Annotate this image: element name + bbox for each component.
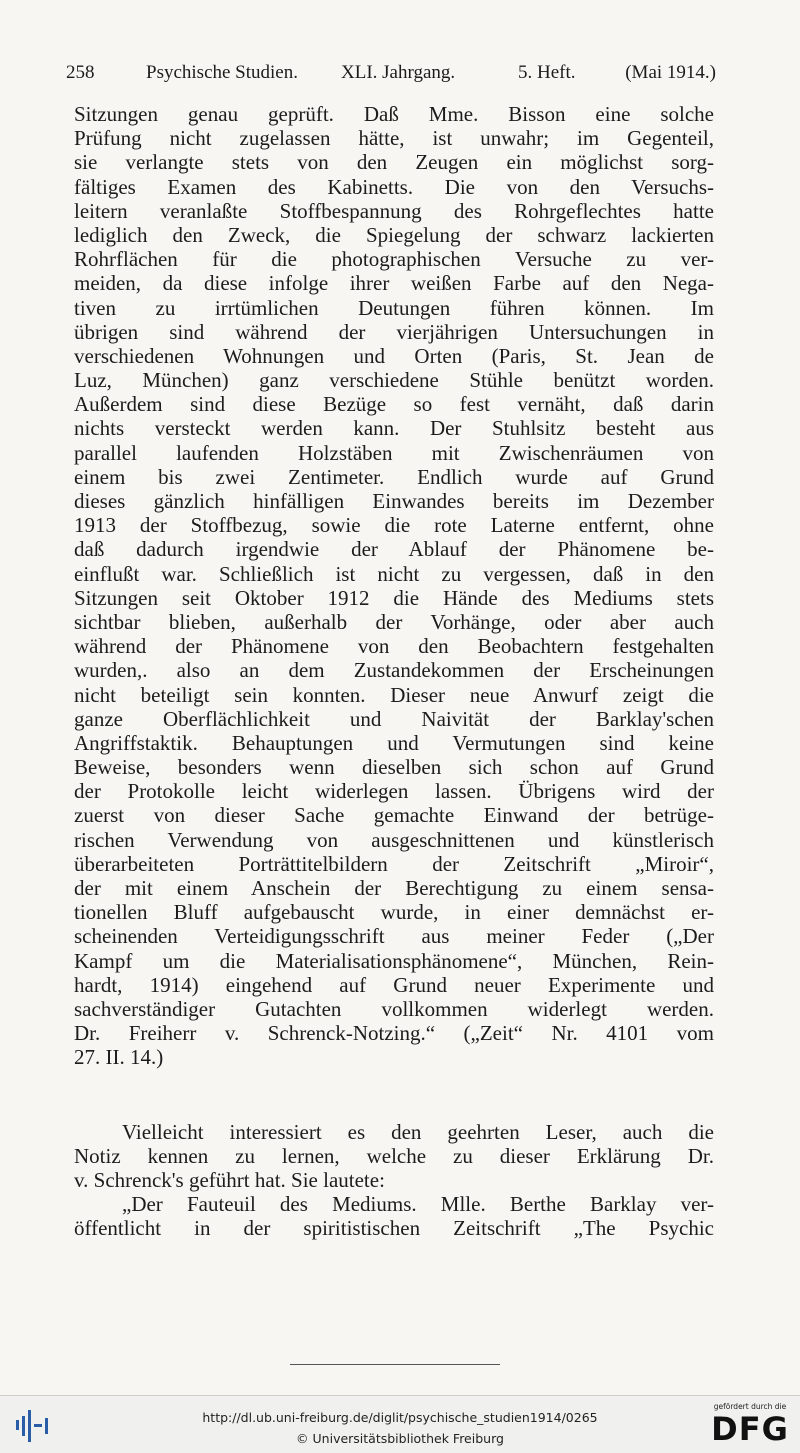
text-line: Rohrflächen für die photographischen Versuche zu ver-: [74, 247, 714, 272]
text-line: 27. II. 14.): [74, 1045, 164, 1070]
text-line: fältiges Examen des Kabinetts. Die von den Versuchs-: [74, 174, 714, 199]
text-line: öffentlicht in der spiritistischen Zeitschrift „The Psychic: [74, 1216, 714, 1241]
text-line: übrigen sind während der vierjährigen Untersuchungen in: [74, 319, 714, 344]
issue-date: (Mai 1914.): [625, 62, 716, 83]
text-line: sie verlangte stets von den Zeugen ein möglichst sorg-: [74, 150, 714, 175]
paragraph-3: [74, 1192, 714, 1240]
running-header: [66, 62, 716, 88]
text-line: Angriffstaktik. Behauptungen und Vermutungen sind keine: [74, 730, 714, 755]
footer-rule: [290, 1364, 500, 1365]
text-line: Kampf um die Materialisationsphänomene“, München, Rein-: [74, 948, 714, 973]
text-line: rischen Verwendung von ausgeschnittenen und künstlerisch: [74, 827, 714, 852]
text-line: 1913 der Stoffbezug, sowie die rote Laterne entfernt, ohne: [74, 513, 714, 538]
text-line: Außerdem sind diese Bezüge so fest vernäht, daß darin: [74, 392, 714, 417]
text-line: parallel laufenden Holzstäben mit Zwischenräumen von: [74, 440, 714, 465]
text-line: wurden,. also an dem Zustandekommen der Erscheinungen: [74, 658, 714, 683]
text-line: während der Phänomene von den Beobachtern festgehalten: [74, 634, 714, 659]
text-line: Luz, München) ganz verschiedene Stühle benützt worden.: [74, 368, 714, 393]
text-line: nicht beteiligt sein konnten. Dieser neue Anwurf zeigt die: [74, 682, 714, 707]
paragraph-1: [74, 102, 714, 1070]
text-line: verschiedenen Wohnungen und Orten (Paris, St. Jean de: [74, 343, 714, 368]
text-line: überarbeiteten Porträttitelbildern der Zeitschrift „Miroir“,: [74, 851, 714, 876]
text-line: zuerst von dieser Sache gemachte Einwand der betrüge-: [74, 803, 714, 828]
text-line: sachverständiger Gutachten vollkommen widerlegt werden.: [74, 996, 714, 1021]
text-line: leitern veranlaßte Stoffbespannung des Rohrgeflechtes hatte: [74, 198, 714, 223]
text-line: hardt, 1914) eingehend auf Grund neuer Experimente und: [74, 972, 714, 997]
dfg-logo-icon: [706, 1402, 794, 1448]
text-line: Sitzungen seit Oktober 1912 die Hände des Mediums stets: [74, 585, 714, 610]
text-line: tionellen Bluff aufgebauscht wurde, in einer demnächst er-: [74, 900, 714, 925]
viewer-footer: [0, 1395, 800, 1453]
text-line: lediglich den Zweck, die Spiegelung der schwarz lackierten: [74, 222, 714, 247]
volume-label: XLI. Jahrgang.: [341, 62, 456, 83]
text-line: der mit einem Anschein der Berechtigung zu einem sensa-: [74, 876, 714, 900]
journal-title: Psychische Studien.: [146, 62, 298, 83]
copyright-notice: © Universitätsbibliothek Freiburg: [296, 1431, 504, 1446]
text-line: Sitzungen genau geprüft. Daß Mme. Bisson eine solche: [74, 102, 714, 126]
text-line: Beweise, besonders wenn dieselben sich schon auf Grund: [74, 755, 714, 780]
text-line: einem bis zwei Zentimeter. Endlich wurde auf Grund: [74, 464, 714, 489]
text-line: Notiz kennen zu lernen, welche zu dieser Erklärung Dr.: [74, 1143, 714, 1168]
page-number: 258: [66, 62, 95, 83]
text-line: daß dadurch irgendwie der Ablauf der Phänomene be-: [74, 537, 714, 562]
dfg-logo-text: DFG: [711, 1410, 789, 1448]
text-line: dieses gänzlich hinfälligen Einwandes bereits im Dezember: [74, 489, 714, 513]
body-text: [74, 102, 714, 1240]
dfg-funding-note: gefördert durch die: [713, 1402, 787, 1411]
text-line: scheinenden Verteidigungsschrift aus meiner Feder („Der: [74, 924, 714, 949]
text-line: nichts versteckt werden kann. Der Stuhlsitz besteht aus: [74, 416, 714, 441]
paragraph-2: [74, 1120, 714, 1193]
text-line: einflußt war. Schließlich ist nicht zu vergessen, daß in den: [74, 561, 714, 586]
text-line: „Der Fauteuil des Mediums. Mlle. Berthe Barklay ver-: [122, 1192, 714, 1217]
paragraph-gap: [74, 1070, 714, 1120]
text-line: v. Schrenck's geführt hat. Sie lautete:: [74, 1167, 385, 1192]
text-line: Prüfung nicht zugelassen hätte, ist unwahr; im Gegenteil,: [74, 126, 714, 151]
text-line: der Protokolle leicht widerlegen lassen. Übrigens wird der: [74, 779, 714, 804]
issue-label: 5. Heft.: [518, 62, 576, 83]
text-line: sichtbar blieben, außerhalb der Vorhänge, oder aber auch: [74, 609, 714, 634]
text-line: tiven zu irrtümlichen Deutungen führen können. Im: [74, 295, 714, 320]
text-line: meiden, da diese infolge ihrer weißen Farbe auf den Nega-: [74, 271, 714, 296]
text-line: Dr. Freiherr v. Schrenck-Notzing.“ („Zeit“ Nr. 4101 vom: [74, 1021, 714, 1046]
permalink-url[interactable]: http://dl.ub.uni-freiburg.de/diglit/psychische_studien1914/0265: [202, 1410, 598, 1425]
text-line: ganze Oberflächlichkeit und Naivität der Barklay'schen: [74, 706, 714, 731]
text-line: Vielleicht interessiert es den geehrten Leser, auch die: [122, 1119, 714, 1144]
